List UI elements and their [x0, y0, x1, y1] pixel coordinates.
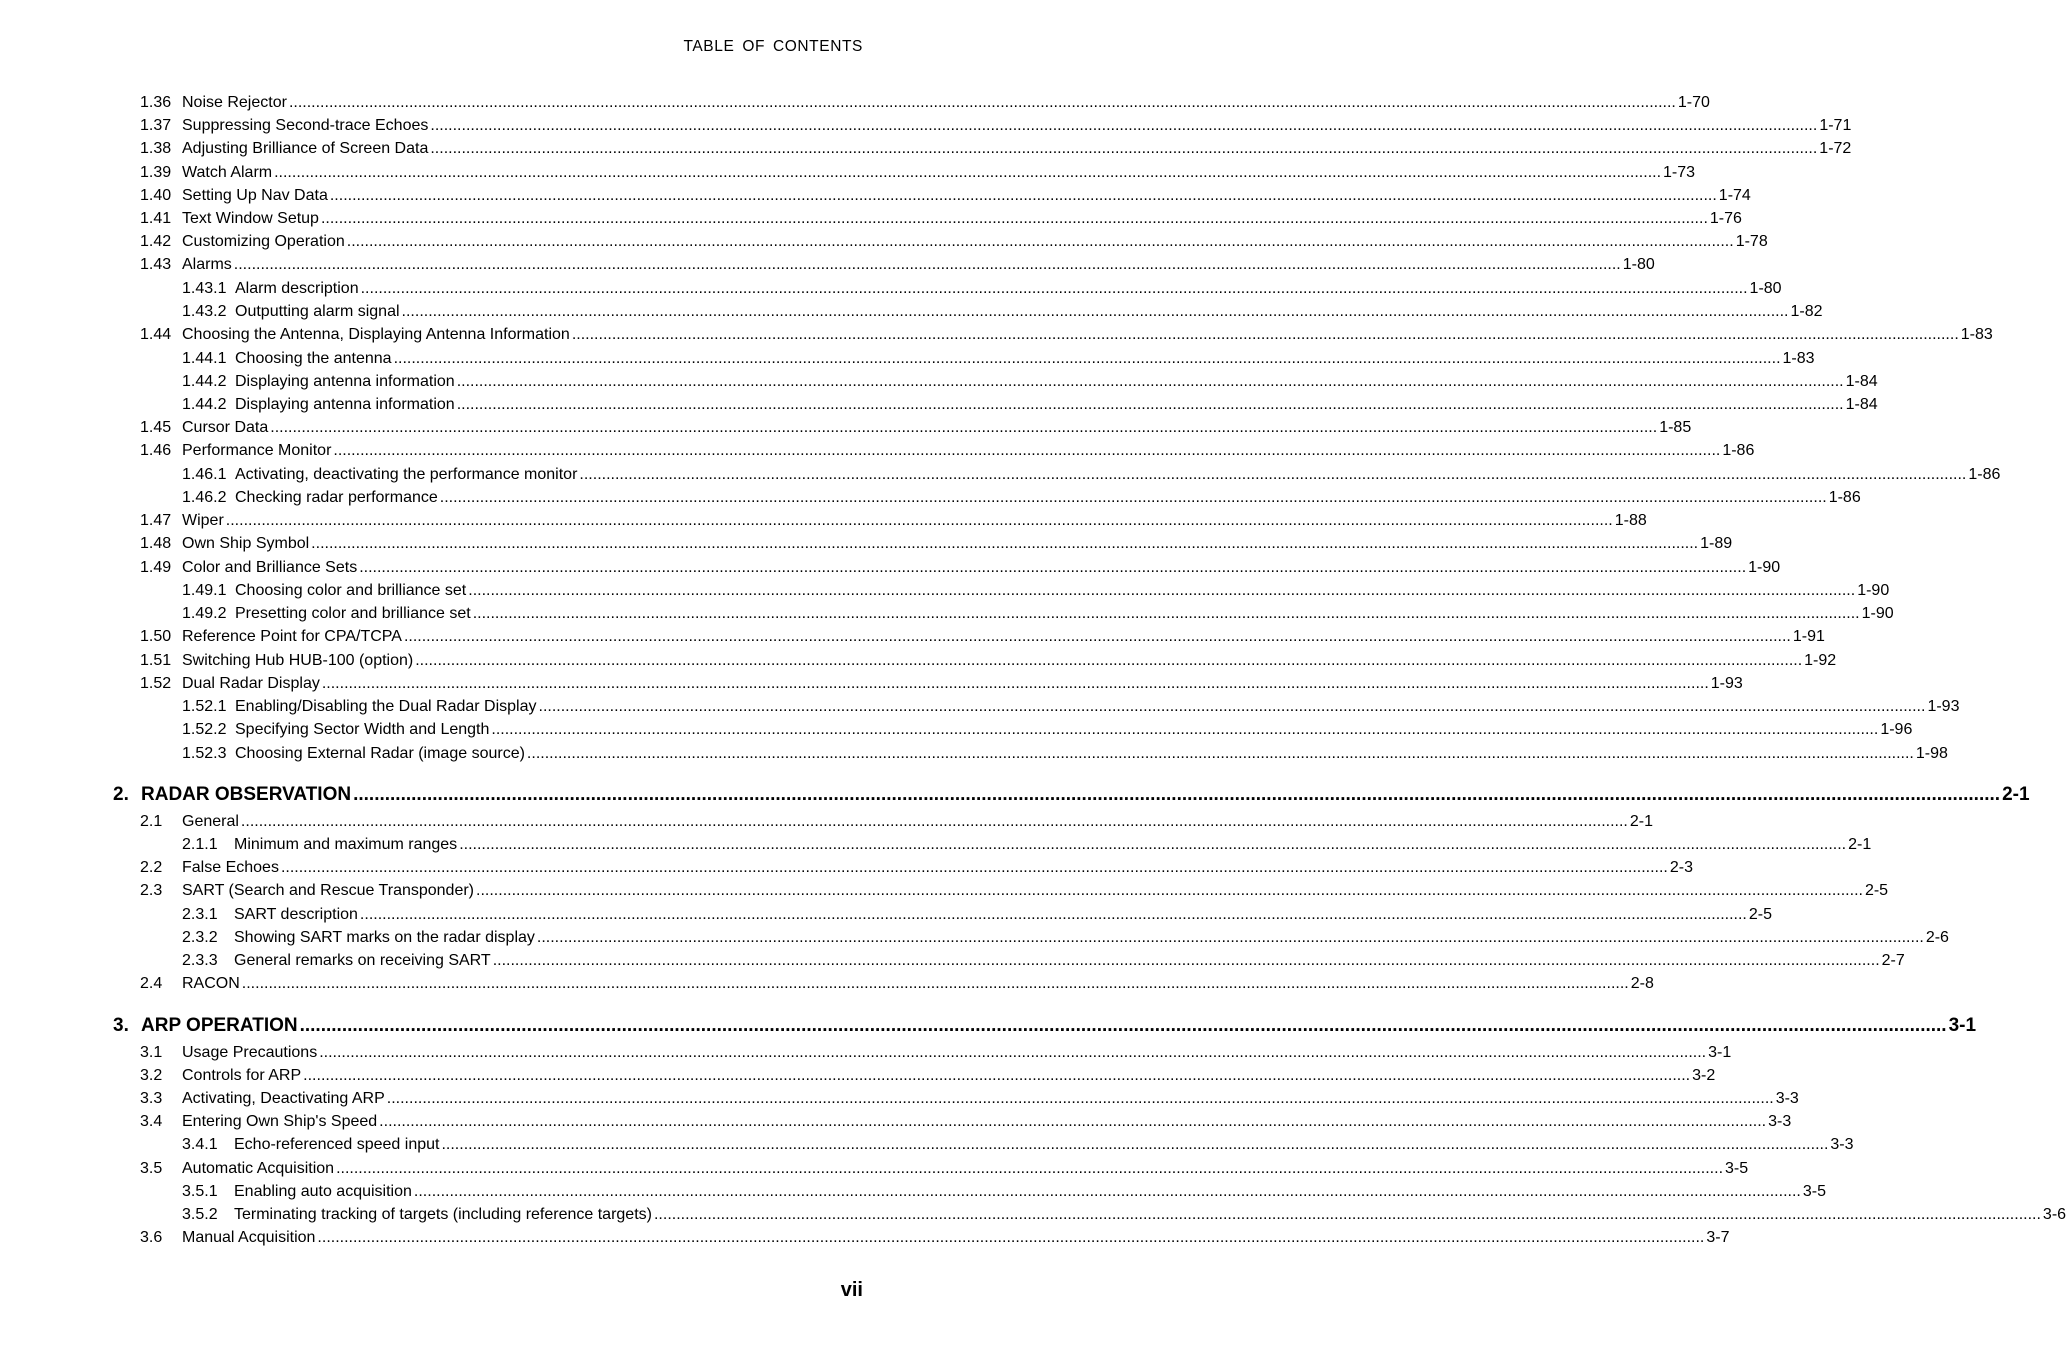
toc-number: 3.: [113, 1015, 129, 1036]
toc-row[interactable]: [140, 163, 1696, 183]
toc-row[interactable]: [140, 93, 1710, 113]
toc-number: 3.4: [140, 1113, 163, 1130]
toc-number: 3.3: [140, 1090, 163, 1107]
toc-row[interactable]: [140, 1043, 1732, 1063]
toc-page-number: 1-90: [1861, 605, 1894, 622]
toc-page-number: 3-1: [1948, 1015, 1977, 1036]
dot-leader: [241, 812, 1628, 832]
dot-leader: [440, 488, 1827, 508]
toc-title: False Echoes: [182, 859, 279, 876]
toc-title: Activating, Deactivating ARP: [182, 1090, 385, 1107]
dot-leader: [457, 395, 1844, 415]
toc-number: 1.47: [140, 512, 172, 529]
toc-title: Manual Acquisition: [182, 1229, 316, 1246]
toc-page-number: 1-98: [1915, 745, 1948, 762]
toc-number: 1.43: [140, 256, 172, 273]
toc-page-number: 3-1: [1708, 1044, 1732, 1061]
toc-page-number: 3-6: [2042, 1206, 2066, 1223]
toc-number: 1.40: [140, 187, 172, 204]
toc-row[interactable]: [140, 255, 1655, 275]
toc-row[interactable]: [140, 1089, 1799, 1109]
toc-page-number: 1-82: [1790, 303, 1823, 320]
toc-row[interactable]: [140, 534, 1733, 554]
toc-number: 1.49.1: [182, 582, 227, 599]
dot-leader: [317, 1228, 1704, 1248]
toc-number: 1.38: [140, 140, 172, 157]
dot-leader: [430, 116, 1817, 136]
toc-page-number: 1-86: [1828, 489, 1861, 506]
toc-row[interactable]: [140, 511, 1647, 531]
dot-leader: [234, 255, 1621, 275]
toc-page-number: 1-84: [1845, 396, 1878, 413]
toc-number: 2.2: [140, 859, 163, 876]
toc-number: 2.1: [140, 813, 163, 830]
toc-row[interactable]: [182, 1135, 1854, 1155]
toc-number: 1.45: [140, 419, 172, 436]
dot-leader: [319, 1043, 1706, 1063]
dot-leader: [361, 279, 1748, 299]
dot-leader: [394, 349, 1781, 369]
toc-title: Switching Hub HUB-100 (option): [182, 652, 414, 669]
toc-number: 1.44.2: [182, 396, 227, 413]
dot-leader: [476, 881, 1863, 901]
toc-page-number: 1-85: [1659, 419, 1692, 436]
toc-row[interactable]: [182, 279, 1782, 299]
dot-leader: [527, 744, 1914, 764]
toc-page-number: 1-89: [1700, 535, 1733, 552]
toc-title: Entering Own Ship's Speed: [182, 1113, 378, 1130]
toc-page-number: 1-88: [1614, 512, 1647, 529]
toc-number: 1.52.3: [182, 745, 227, 762]
dot-leader: [242, 974, 1629, 994]
toc-page-number: 1-93: [1710, 675, 1743, 692]
toc-page-number: 1-90: [1748, 559, 1781, 576]
toc-title: SART (Search and Rescue Transponder): [182, 882, 475, 899]
toc-title: RACON: [182, 975, 240, 992]
dot-leader: [491, 720, 1878, 740]
toc-row[interactable]: [140, 651, 1837, 671]
toc-title: RADAR OBSERVATION: [141, 784, 352, 805]
dot-leader: [457, 372, 1844, 392]
dot-leader: [289, 93, 1676, 113]
toc-page-number: 2-1: [2002, 784, 2030, 805]
toc-page-number: 1-78: [1735, 233, 1768, 250]
toc-row[interactable]: [140, 812, 1653, 832]
dot-leader: [336, 1159, 1723, 1179]
toc-number: 2.3.2: [182, 929, 218, 946]
toc-title: Setting Up Nav Data: [182, 187, 328, 204]
toc-number: 2.3: [140, 882, 163, 899]
toc-number: 2.4: [140, 975, 163, 992]
dot-leader: [654, 1205, 2041, 1225]
toc-row[interactable]: [182, 581, 1890, 601]
toc-row[interactable]: [182, 372, 1878, 392]
toc-title: Choosing the Antenna, Displaying Antenna Information: [182, 326, 570, 343]
toc-page-number: 3-3: [1768, 1113, 1792, 1130]
toc-page-number: 2-1: [1629, 813, 1653, 830]
toc-title: Showing SART marks on the radar display: [234, 929, 535, 946]
toc-title: Suppressing Second-trace Echoes: [182, 117, 429, 134]
toc-title: Enabling auto acquisition: [234, 1183, 412, 1200]
toc-number: 3.1: [140, 1044, 163, 1061]
toc-row[interactable]: [140, 1066, 1716, 1086]
toc-title: Wiper: [182, 512, 224, 529]
toc-number: 1.46: [140, 442, 172, 459]
toc-title: ARP OPERATION: [141, 1015, 298, 1036]
toc-number: 3.2: [140, 1067, 163, 1084]
toc-row[interactable]: [140, 232, 1768, 252]
toc-title: Specifying Sector Width and Length: [235, 721, 490, 738]
toc-number: 1.43.2: [182, 303, 227, 320]
toc-row[interactable]: [182, 744, 1948, 764]
toc-number: 2.: [113, 784, 129, 805]
dot-leader: [473, 604, 1860, 624]
toc-page-number: 2-5: [1864, 882, 1889, 899]
dot-leader: [430, 139, 1817, 159]
toc-number: 3.5: [140, 1160, 163, 1177]
toc-row[interactable]: [140, 674, 1743, 694]
toc-number: 2.1.1: [182, 836, 218, 853]
toc-page-number: 3-5: [1725, 1160, 1749, 1177]
toc-title: Customizing Operation: [182, 233, 345, 250]
toc-row[interactable]: [140, 1112, 1792, 1132]
toc-page-number: 1-96: [1880, 721, 1913, 738]
dot-leader: [415, 651, 1802, 671]
dot-leader: [537, 928, 1924, 948]
toc-row[interactable]: [182, 720, 1913, 740]
toc-row[interactable]: [140, 1159, 1749, 1179]
toc-page-number: 3-7: [1706, 1229, 1730, 1246]
toc-row[interactable]: [182, 1205, 2066, 1225]
toc-page-number: 1-91: [1792, 628, 1825, 645]
toc-number: 1.52: [140, 675, 172, 692]
toc-title: Controls for ARP: [182, 1067, 302, 1084]
toc-row[interactable]: [140, 418, 1692, 438]
toc-number: 1.52.1: [182, 698, 227, 715]
toc-title: Choosing color and brilliance set: [235, 582, 467, 599]
toc-number: 3.5.1: [182, 1183, 218, 1200]
dot-leader: [468, 581, 1855, 601]
toc-number: 1.46.1: [182, 466, 227, 483]
toc-chapter-row[interactable]: [113, 1014, 1977, 1038]
toc-title: Checking radar performance: [235, 489, 438, 506]
toc-number: 1.39: [140, 164, 172, 181]
toc-row[interactable]: [182, 928, 1949, 948]
toc-number: 1.36: [140, 94, 172, 111]
toc-row[interactable]: [140, 558, 1781, 578]
toc-row[interactable]: [140, 139, 1852, 159]
toc-page-number: 2-5: [1748, 906, 1772, 923]
toc-number: 1.46.2: [182, 489, 227, 506]
dot-leader: [311, 534, 1698, 554]
dot-leader: [539, 697, 1926, 717]
toc-number: 3.4.1: [182, 1136, 218, 1153]
toc-row[interactable]: [140, 881, 1889, 901]
dot-leader: [359, 558, 1746, 578]
toc-title: Text Window Setup: [182, 210, 319, 227]
toc-number: 1.50: [140, 628, 172, 645]
toc-page-number: 3-3: [1775, 1090, 1799, 1107]
toc-title: Watch Alarm: [182, 164, 273, 181]
toc-number: 1.52.2: [182, 721, 227, 738]
toc-number: 1.41: [140, 210, 172, 227]
page-number: vii: [840, 1279, 863, 1301]
toc-row[interactable]: [182, 835, 1872, 855]
toc-page-number: 2-3: [1669, 859, 1693, 876]
toc-number: 1.44.2: [182, 373, 227, 390]
toc-page-number: 1-84: [1845, 373, 1878, 390]
toc-row[interactable]: [140, 1228, 1730, 1248]
toc-page-number: 2-7: [1881, 952, 1905, 969]
toc-title: Cursor Data: [182, 419, 269, 436]
toc-page-number: 3-2: [1692, 1067, 1716, 1084]
toc-page-number: 1-76: [1709, 210, 1742, 227]
toc-title: Choosing External Radar (image source): [235, 745, 525, 762]
dot-leader: [322, 674, 1709, 694]
toc-title: Performance Monitor: [182, 442, 332, 459]
toc-page-number: 1-73: [1663, 164, 1696, 181]
toc-row[interactable]: [140, 858, 1693, 878]
dot-leader: [300, 1014, 1947, 1038]
toc-title: Noise Rejector: [182, 94, 287, 111]
toc-number: 1.49: [140, 559, 172, 576]
dot-leader: [572, 325, 1959, 345]
toc-page-number: 3-5: [1802, 1183, 1826, 1200]
toc-title: Activating, deactivating the performance monitor: [235, 466, 578, 483]
toc-number: 2.3.3: [182, 952, 218, 969]
toc-title: General: [182, 813, 239, 830]
toc-title: Displaying antenna information: [235, 373, 455, 390]
toc-row[interactable]: [140, 209, 1742, 229]
toc-title: General remarks on receiving SART: [234, 952, 491, 969]
toc-number: 1.42: [140, 233, 172, 250]
toc-row[interactable]: [140, 974, 1654, 994]
toc-page-number: 1-74: [1718, 187, 1751, 204]
dot-leader: [459, 835, 1846, 855]
toc-row[interactable]: [182, 697, 1960, 717]
dot-leader: [414, 1182, 1801, 1202]
toc-row[interactable]: [182, 465, 2001, 485]
dot-leader: [274, 163, 1661, 183]
dot-leader: [579, 465, 1966, 485]
dot-leader: [360, 905, 1747, 925]
toc-title: Minimum and maximum ranges: [234, 836, 458, 853]
dot-leader: [281, 858, 1668, 878]
dot-leader: [402, 302, 1789, 322]
toc-title: Reference Point for CPA/TCPA: [182, 628, 402, 645]
dot-leader: [493, 951, 1880, 971]
dot-leader: [333, 441, 1720, 461]
toc-page-number: 1-92: [1804, 652, 1837, 669]
toc-page-number: 3-3: [1830, 1136, 1854, 1153]
dot-leader: [404, 627, 1791, 647]
dot-leader: [321, 209, 1708, 229]
toc-page-number: 1-86: [1968, 466, 2001, 483]
toc-row[interactable]: [182, 951, 1905, 971]
toc-row[interactable]: [182, 905, 1772, 925]
toc-number: 1.37: [140, 117, 172, 134]
toc-page-number: 1-80: [1749, 280, 1782, 297]
toc-title: Presetting color and brilliance set: [235, 605, 471, 622]
toc-title: Own Ship Symbol: [182, 535, 310, 552]
toc-page-number: 1-86: [1722, 442, 1755, 459]
toc-row[interactable]: [182, 395, 1878, 415]
toc-row[interactable]: [140, 325, 1993, 345]
toc-number: 1.51: [140, 652, 172, 669]
dot-leader: [387, 1089, 1774, 1109]
toc-number: 3.5.2: [182, 1206, 218, 1223]
toc-title: Dual Radar Display: [182, 675, 320, 692]
toc-page-number: 1-71: [1819, 117, 1852, 134]
toc-row[interactable]: [182, 1182, 1826, 1202]
toc-title: SART description: [234, 906, 358, 923]
toc-row[interactable]: [140, 186, 1751, 206]
toc-page-number: 1-90: [1857, 582, 1890, 599]
toc-title: Displaying antenna information: [235, 396, 455, 413]
toc-page-number: 2-8: [1630, 975, 1654, 992]
toc-number: 3.6: [140, 1229, 163, 1246]
dot-leader: [347, 232, 1734, 252]
toc-number: 1.44.1: [182, 350, 227, 367]
toc-title: Alarms: [182, 256, 232, 273]
toc-page-number: 1-70: [1677, 94, 1710, 111]
toc-row[interactable]: [182, 488, 1861, 508]
toc-number: 1.48: [140, 535, 172, 552]
toc-page-number: 2-6: [1925, 929, 1949, 946]
toc-title: Adjusting Brilliance of Screen Data: [182, 140, 429, 157]
toc-title: Automatic Acquisition: [182, 1160, 335, 1177]
dot-leader: [330, 186, 1717, 206]
toc-page-number: 1-80: [1622, 256, 1655, 273]
toc-page-number: 2-1: [1848, 836, 1872, 853]
dot-leader: [353, 783, 2000, 807]
toc-row[interactable]: [182, 604, 1894, 624]
toc-page-number: 1-93: [1927, 698, 1960, 715]
toc-row[interactable]: [140, 441, 1755, 461]
toc-page-number: 1-83: [1960, 326, 1993, 343]
toc-number: 2.3.1: [182, 906, 218, 923]
toc-number: 1.49.2: [182, 605, 227, 622]
toc-title: Color and Brilliance Sets: [182, 559, 358, 576]
running-header: TABLE OF CONTENTS: [683, 38, 863, 55]
toc-title: Alarm description: [235, 280, 359, 297]
dot-leader: [270, 418, 1657, 438]
toc-title: Usage Precautions: [182, 1044, 318, 1061]
toc-row[interactable]: [140, 627, 1825, 647]
toc-page-number: 1-72: [1819, 140, 1852, 157]
dot-leader: [303, 1066, 1690, 1086]
dot-leader: [379, 1112, 1766, 1132]
toc-title: Outputting alarm signal: [235, 303, 400, 320]
dot-leader: [226, 511, 1613, 531]
dot-leader: [441, 1135, 1828, 1155]
toc-page-number: 1-83: [1782, 350, 1815, 367]
toc-title: Echo-referenced speed input: [234, 1136, 440, 1153]
toc-title: Enabling/Disabling the Dual Radar Display: [235, 698, 537, 715]
toc-chapter-row[interactable]: [113, 783, 2030, 807]
toc-row[interactable]: [140, 116, 1852, 136]
toc-title: Terminating tracking of targets (including reference targets): [234, 1206, 652, 1223]
toc-number: 1.43.1: [182, 280, 227, 297]
toc-row[interactable]: [182, 349, 1815, 369]
toc-number: 1.44: [140, 326, 172, 343]
toc-title: Choosing the antenna: [235, 350, 392, 367]
toc-row[interactable]: [182, 302, 1823, 322]
